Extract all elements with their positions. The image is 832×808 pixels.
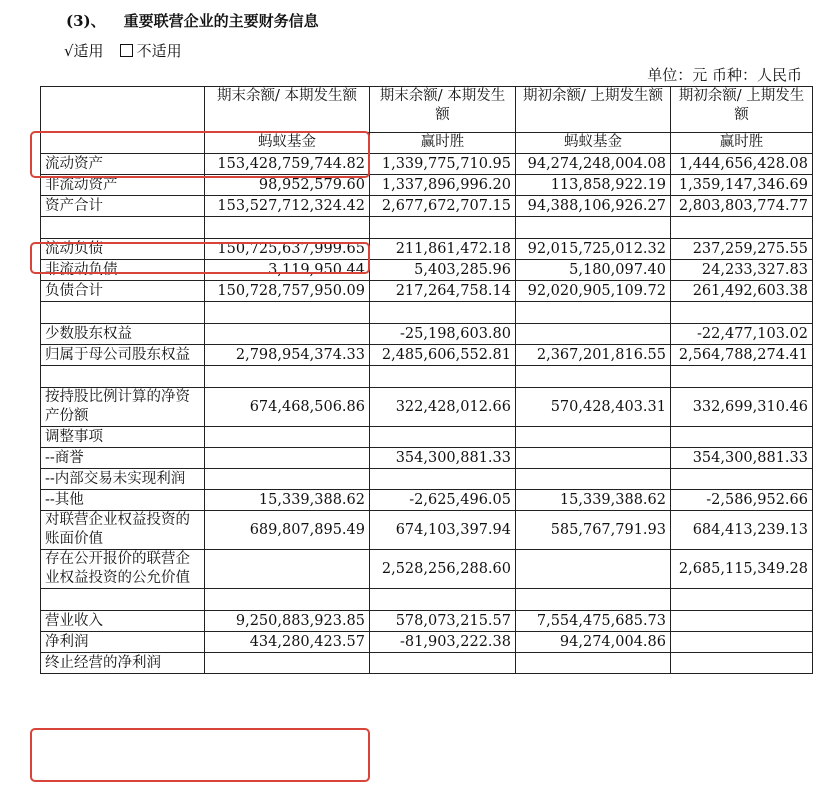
highlight-income-rows bbox=[30, 728, 370, 782]
value-cell bbox=[205, 653, 370, 674]
value-cell bbox=[671, 427, 813, 448]
value-cell: -22,477,103.02 bbox=[671, 324, 813, 345]
value-cell: 15,339,388.62 bbox=[205, 490, 370, 511]
value-cell bbox=[516, 366, 671, 388]
value-cell: 585,767,791.93 bbox=[516, 511, 671, 550]
value-cell bbox=[205, 217, 370, 239]
value-cell bbox=[516, 448, 671, 469]
value-cell bbox=[205, 324, 370, 345]
value-cell: 1,444,656,428.08 bbox=[671, 154, 813, 175]
value-cell bbox=[671, 632, 813, 653]
value-cell bbox=[671, 589, 813, 611]
header-cell: 期末余额/ 本期发生额 bbox=[370, 87, 516, 133]
value-cell: -2,625,496.05 bbox=[370, 490, 516, 511]
unit-currency-line: 单位：元 币种：人民币 bbox=[647, 66, 802, 84]
row-label: 终止经营的净利润 bbox=[41, 653, 205, 674]
section-heading: 重要联营企业的主要财务信息 bbox=[123, 12, 319, 30]
value-cell bbox=[205, 550, 370, 589]
value-cell bbox=[370, 653, 516, 674]
table-row bbox=[41, 469, 813, 490]
blank-row bbox=[41, 217, 813, 239]
value-cell bbox=[516, 427, 671, 448]
value-cell: 354,300,881.33 bbox=[671, 448, 813, 469]
row-label: 流动负债 bbox=[41, 239, 205, 260]
value-cell: 261,492,603.38 bbox=[671, 281, 813, 302]
value-cell: 578,073,215.57 bbox=[370, 611, 516, 632]
row-label: 非流动资产 bbox=[41, 175, 205, 196]
value-cell: -81,903,222.38 bbox=[370, 632, 516, 653]
table-row bbox=[41, 324, 813, 345]
table-row bbox=[41, 388, 813, 427]
value-cell: 24,233,327.83 bbox=[671, 260, 813, 281]
value-cell: 237,259,275.55 bbox=[671, 239, 813, 260]
header-cell: 期初余额/ 上期发生额 bbox=[516, 87, 671, 133]
value-cell: -2,586,952.66 bbox=[671, 490, 813, 511]
row-label bbox=[41, 217, 205, 239]
value-cell: 2,803,803,774.77 bbox=[671, 196, 813, 217]
value-cell: 2,685,115,349.28 bbox=[671, 550, 813, 589]
value-cell bbox=[671, 217, 813, 239]
value-cell: 94,388,106,926.27 bbox=[516, 196, 671, 217]
value-cell: 5,180,097.40 bbox=[516, 260, 671, 281]
value-cell: 3,119,950.44 bbox=[205, 260, 370, 281]
value-cell bbox=[370, 217, 516, 239]
value-cell: 113,858,922.19 bbox=[516, 175, 671, 196]
value-cell bbox=[671, 366, 813, 388]
header-row bbox=[41, 87, 813, 133]
row-label: --内部交易未实现利润 bbox=[41, 469, 205, 490]
table-row bbox=[41, 632, 813, 653]
table-row bbox=[41, 490, 813, 511]
value-cell: 94,274,248,004.08 bbox=[516, 154, 671, 175]
applicable-option: √适用 bbox=[64, 42, 104, 60]
blank-row bbox=[41, 366, 813, 388]
header-cell: 期初余额/ 上期发生额 bbox=[671, 87, 813, 133]
value-cell bbox=[370, 589, 516, 611]
table-row bbox=[41, 345, 813, 366]
row-label bbox=[41, 589, 205, 611]
value-cell: 153,428,759,744.82 bbox=[205, 154, 370, 175]
value-cell: 2,677,672,707.15 bbox=[370, 196, 516, 217]
value-cell: 674,103,397.94 bbox=[370, 511, 516, 550]
company-cell: 赢时胜 bbox=[671, 133, 813, 154]
value-cell: 211,861,472.18 bbox=[370, 239, 516, 260]
value-cell bbox=[516, 217, 671, 239]
table-row bbox=[41, 511, 813, 550]
value-cell bbox=[516, 653, 671, 674]
section-title bbox=[66, 10, 319, 31]
value-cell: 2,485,606,552.81 bbox=[370, 345, 516, 366]
value-cell: 1,359,147,346.69 bbox=[671, 175, 813, 196]
value-cell: 2,367,201,816.55 bbox=[516, 345, 671, 366]
value-cell: 2,564,788,274.41 bbox=[671, 345, 813, 366]
value-cell: 150,728,757,950.09 bbox=[205, 281, 370, 302]
company-cell: 蚂蚁基金 bbox=[205, 133, 370, 154]
row-label: 资产合计 bbox=[41, 196, 205, 217]
blank-row bbox=[41, 302, 813, 324]
empty-checkbox-icon bbox=[120, 44, 133, 57]
row-label: --其他 bbox=[41, 490, 205, 511]
row-label: 少数股东权益 bbox=[41, 324, 205, 345]
row-label: 非流动负债 bbox=[41, 260, 205, 281]
value-cell: 98,952,579.60 bbox=[205, 175, 370, 196]
value-cell: 354,300,881.33 bbox=[370, 448, 516, 469]
value-cell: -25,198,603.80 bbox=[370, 324, 516, 345]
row-label: 净利润 bbox=[41, 632, 205, 653]
table-row bbox=[41, 550, 813, 589]
value-cell: 92,015,725,012.32 bbox=[516, 239, 671, 260]
value-cell: 92,020,905,109.72 bbox=[516, 281, 671, 302]
not-applicable-option: 不适用 bbox=[136, 42, 182, 60]
value-cell: 217,264,758.14 bbox=[370, 281, 516, 302]
value-cell: 674,468,506.86 bbox=[205, 388, 370, 427]
row-label: 对联营企业权益投资的账面价值 bbox=[41, 511, 205, 550]
value-cell: 7,554,475,685.73 bbox=[516, 611, 671, 632]
value-cell: 15,339,388.62 bbox=[516, 490, 671, 511]
table-row bbox=[41, 196, 813, 217]
value-cell: 9,250,883,923.85 bbox=[205, 611, 370, 632]
value-cell bbox=[370, 469, 516, 490]
table-row bbox=[41, 239, 813, 260]
row-label: 归属于母公司股东权益 bbox=[41, 345, 205, 366]
value-cell bbox=[671, 302, 813, 324]
table-row bbox=[41, 653, 813, 674]
company-cell: 蚂蚁基金 bbox=[516, 133, 671, 154]
value-cell bbox=[205, 427, 370, 448]
value-cell: 153,527,712,324.42 bbox=[205, 196, 370, 217]
value-cell bbox=[205, 589, 370, 611]
value-cell bbox=[516, 589, 671, 611]
company-cell: 赢时胜 bbox=[370, 133, 516, 154]
table-row bbox=[41, 427, 813, 448]
financial-info-table bbox=[40, 86, 813, 674]
row-label: 营业收入 bbox=[41, 611, 205, 632]
value-cell: 322,428,012.66 bbox=[370, 388, 516, 427]
value-cell: 684,413,239.13 bbox=[671, 511, 813, 550]
section-number: (3)、 bbox=[66, 12, 106, 30]
value-cell bbox=[671, 469, 813, 490]
company-corner-cell bbox=[41, 133, 205, 154]
table-row bbox=[41, 260, 813, 281]
value-cell: 150,725,637,999.65 bbox=[205, 239, 370, 260]
value-cell: 434,280,423.57 bbox=[205, 632, 370, 653]
value-cell bbox=[516, 302, 671, 324]
row-label bbox=[41, 366, 205, 388]
value-cell bbox=[370, 427, 516, 448]
value-cell bbox=[205, 302, 370, 324]
row-label: 存在公开报价的联营企业权益投资的公允价值 bbox=[41, 550, 205, 589]
value-cell: 689,807,895.49 bbox=[205, 511, 370, 550]
value-cell bbox=[516, 550, 671, 589]
value-cell bbox=[205, 366, 370, 388]
value-cell bbox=[370, 366, 516, 388]
value-cell bbox=[671, 653, 813, 674]
row-label bbox=[41, 302, 205, 324]
value-cell bbox=[205, 469, 370, 490]
company-row bbox=[41, 133, 813, 154]
value-cell: 94,274,004.86 bbox=[516, 632, 671, 653]
table-row bbox=[41, 448, 813, 469]
value-cell: 2,528,256,288.60 bbox=[370, 550, 516, 589]
applicability-line bbox=[64, 40, 182, 61]
value-cell: 1,339,775,710.95 bbox=[370, 154, 516, 175]
value-cell: 332,699,310.46 bbox=[671, 388, 813, 427]
value-cell bbox=[671, 611, 813, 632]
value-cell: 5,403,285.96 bbox=[370, 260, 516, 281]
value-cell bbox=[205, 448, 370, 469]
value-cell: 2,798,954,374.33 bbox=[205, 345, 370, 366]
value-cell bbox=[370, 302, 516, 324]
table-row bbox=[41, 611, 813, 632]
row-label: 调整事项 bbox=[41, 427, 205, 448]
blank-row bbox=[41, 589, 813, 611]
row-label: 负债合计 bbox=[41, 281, 205, 302]
row-label: 按持股比例计算的净资产份额 bbox=[41, 388, 205, 427]
value-cell bbox=[516, 324, 671, 345]
table-row bbox=[41, 154, 813, 175]
row-label: 流动资产 bbox=[41, 154, 205, 175]
value-cell: 1,337,896,996.20 bbox=[370, 175, 516, 196]
header-cell: 期末余额/ 本期发生额 bbox=[205, 87, 370, 133]
row-label: --商誉 bbox=[41, 448, 205, 469]
table-row bbox=[41, 281, 813, 302]
value-cell bbox=[516, 469, 671, 490]
value-cell: 570,428,403.31 bbox=[516, 388, 671, 427]
header-corner-cell bbox=[41, 87, 205, 133]
table-row bbox=[41, 175, 813, 196]
